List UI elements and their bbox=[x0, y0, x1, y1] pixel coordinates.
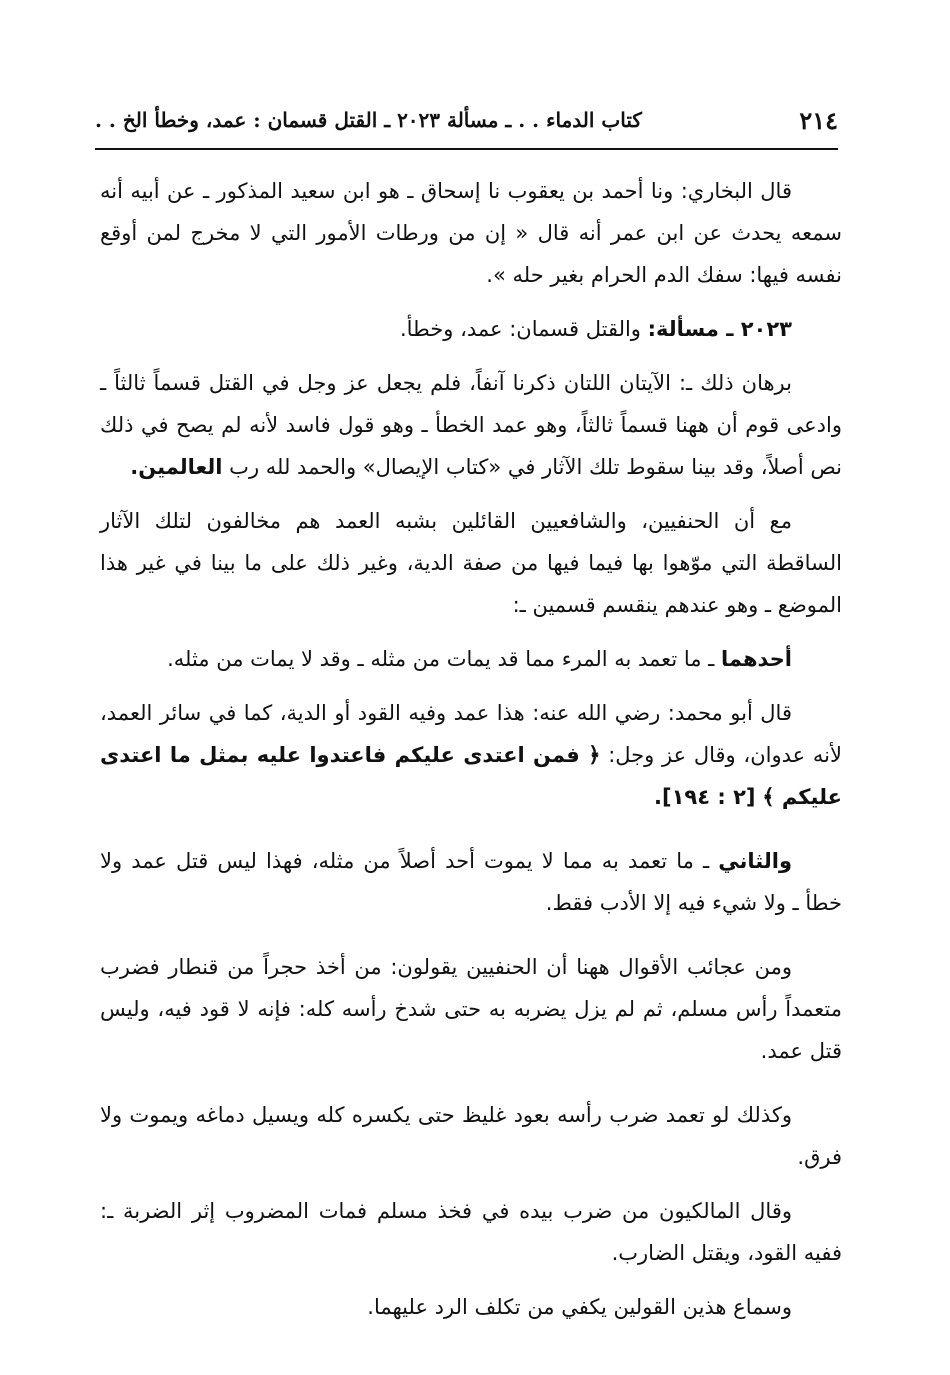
page-number: ٢١٤ bbox=[799, 105, 838, 135]
quran-verse: ﴿ فمن اعتدى عليكم فاعتدوا عليه بمثل ما اعتدى عليكم ﴾ bbox=[100, 743, 842, 809]
paragraph-text: ـ ما تعمد به مما لا يموت أحد أصلاً من مثله، فهذا ليس قتل عمد ولا خطأ ـ ولا شيء فيه إلا الأدب فقط. bbox=[100, 849, 842, 915]
paragraph-text: وقال المالكيون من ضرب بيده في فخذ مسلم فمات المضروب إثر الضربة ـ: ففيه القود، ويقتل الضارب. bbox=[100, 1199, 842, 1265]
paragraph-issue-heading bbox=[100, 308, 842, 350]
issue-number-label: ٢٠٢٣ ـ مسألة: bbox=[647, 317, 792, 341]
paragraph-proof bbox=[100, 362, 842, 488]
paragraph-hanafi-oddities bbox=[100, 946, 842, 1072]
division-label-first: أحدهما bbox=[721, 647, 792, 671]
paragraph-first-division bbox=[100, 638, 842, 680]
paragraph-abu-muhammad bbox=[100, 692, 842, 818]
running-title: كتاب الدماء . . ـ مسألة ٢٠٢٣ ـ القتل قسمان : عمد، وخطأ الخ . . bbox=[95, 108, 642, 132]
paragraph-hanafi-shafii bbox=[100, 500, 842, 626]
paragraph-text: قال أبو محمد: رضي الله عنه: هذا عمد وفيه القود أو الدية، كما في سائر العمد، لأنه عدوان، وقال عز وجل: bbox=[100, 701, 842, 767]
page-header bbox=[95, 100, 838, 140]
paragraph-text: وكذلك لو تعمد ضرب رأسه بعود غليظ حتى يكسره كله ويسيل دماغه ويموت ولا فرق. bbox=[100, 1103, 842, 1169]
paragraph-conclusion bbox=[100, 1286, 842, 1328]
paragraph-maliki-view bbox=[100, 1190, 842, 1274]
paragraph-second-division bbox=[100, 840, 842, 924]
page-body bbox=[100, 170, 842, 1340]
issue-statement: والقتل قسمان: عمد، وخطأ. bbox=[399, 317, 641, 341]
paragraph-stick-example bbox=[100, 1094, 842, 1178]
paragraph-text: ومن عجائب الأقوال ههنا أن الحنفيين يقولون: من أخذ حجراً من قنطار فضرب متعمداً رأس مسلم، ثم لم يزل يضربه به حتى شدخ رأسه كله: فإنه لا قود فيه، وليس قتل عمد. bbox=[100, 955, 842, 1063]
paragraph-text: قال البخاري: ونا أحمد بن يعقوب نا إسحاق ـ هو ابن سعيد المذكور ـ عن أبيه أنه سمعه يحدث عن ابن عمر أنه قال « إن من ورطات الأمور التي لا مخرج لمن أوقع نفسه فيها: سفك الدم الحرام بغير حله ». bbox=[100, 179, 842, 287]
paragraph-text-end: العالمين. bbox=[130, 455, 223, 479]
paragraph-bukhari-narration bbox=[100, 170, 842, 296]
division-label-second: والثاني bbox=[718, 849, 792, 873]
verse-reference: [٢ : ١٩٤]. bbox=[654, 785, 756, 809]
paragraph-text: برهان ذلك ـ: الآيتان اللتان ذكرنا آنفاً، فلم يجعل عز وجل في القتل قسماً ثالثاً ـ وادعى قوم أن ههنا قسماً ثالثاً، وهو عمد الخطأ ـ وهو قول فاسد لأنه لم يصح في ذلك نص أصلاً، وقد بينا سقوط تلك الآثار في «كتاب الإيصال» والحمد لله رب bbox=[100, 371, 842, 479]
paragraph-text: وسماع هذين القولين يكفي من تكلف الرد عليهما. bbox=[367, 1295, 792, 1319]
header-divider bbox=[95, 148, 838, 150]
paragraph-text: ـ ما تعمد به المرء مما قد يمات من مثله ـ وقد لا يمات من مثله. bbox=[167, 647, 715, 671]
paragraph-text: مع أن الحنفيين، والشافعيين القائلين بشبه العمد هم مخالفون لتلك الآثار الساقطة التي موّهوا بها فيما فيها من صفة الدية، وغير ذلك على ما بينا في غير هذا الموضع ـ وهو عندهم ينقسم قسمين ـ: bbox=[100, 509, 842, 617]
